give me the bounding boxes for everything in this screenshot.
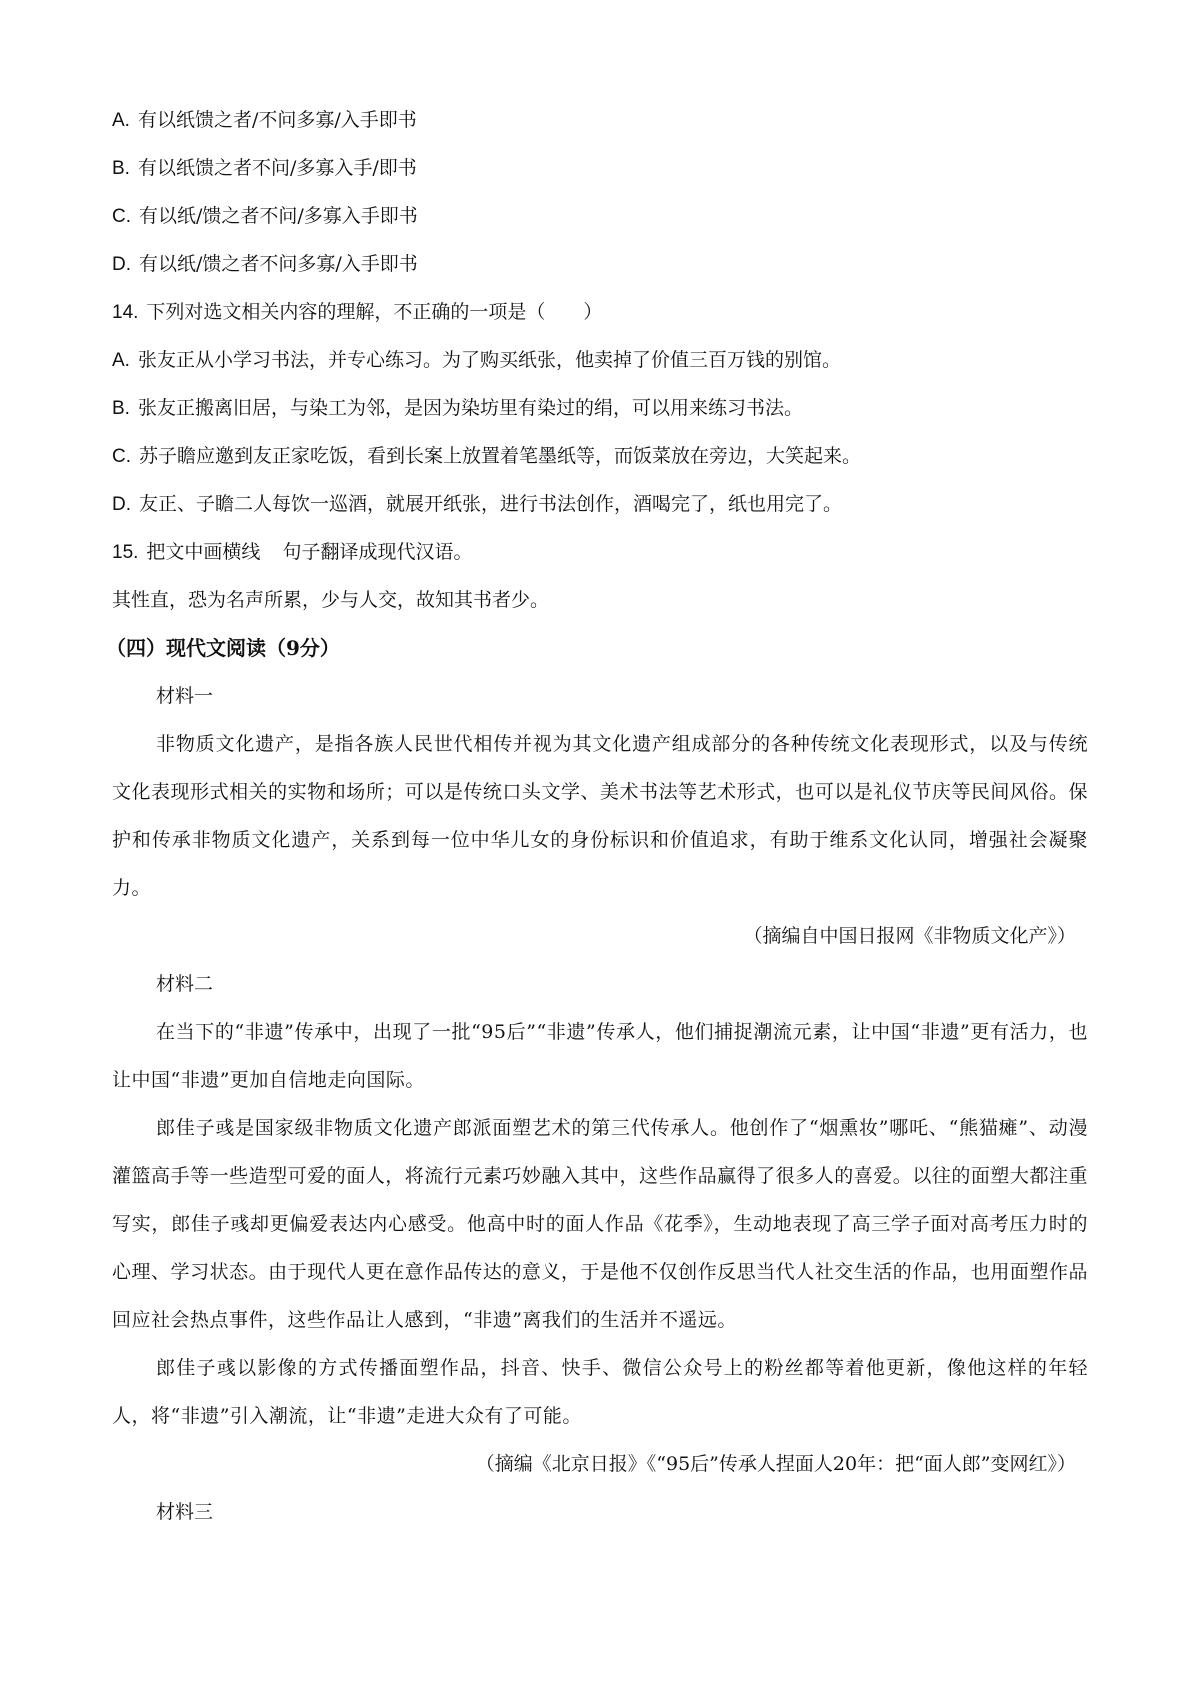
q14-option-b [112, 384, 1088, 432]
option-text: 有以纸/馈之者不问多寡/入手即书 [139, 253, 418, 275]
section-title: （四）现代文阅读（9分） [106, 636, 340, 660]
q14-option-d [112, 480, 1088, 528]
material-2-source: （摘编《北京日报》《“95后”传承人捏面人20年：把“面人郎”变网红》） [475, 1453, 1076, 1475]
option-text: 张友正从小学习书法，并专心练习。为了购买纸张，他卖掉了价值三百万钱的别馆。 [137, 349, 841, 371]
option-text: 有以纸馈之者不问/多寡入手/即书 [137, 157, 417, 179]
q14-stem [112, 288, 1088, 336]
option-text: 友正、子瞻二人每饮一巡酒，就展开纸张，进行书法创作，酒喝完了，纸也用完了。 [139, 493, 843, 515]
material-1-label: 材料一 [156, 685, 214, 707]
q14-option-c [112, 432, 1088, 480]
question-text-part1: 把文中画横线 [146, 541, 261, 563]
material-1-source: （摘编自中国日报网《非物质文化产》） [743, 925, 1076, 947]
q13-option-a [112, 96, 1088, 144]
question-number: 14. [112, 302, 139, 323]
option-label: D. [112, 494, 131, 515]
q14-option-a [112, 336, 1088, 384]
material-2-label: 材料二 [156, 973, 214, 995]
q13-option-d [112, 240, 1088, 288]
material-3-label: 材料三 [156, 1501, 214, 1523]
q13-option-c [112, 192, 1088, 240]
option-label: A. [112, 350, 130, 371]
material-2-paragraph-1: 在当下的“非遗”传承中，出现了一批“95后”“非遗”传承人，他们捕捉潮流元素，让中国“非遗”更有活力，也让中国“非遗”更加自信地走向国际。 [112, 1021, 1088, 1091]
option-text: 苏子瞻应邀到友正家吃饭，看到长案上放置着笔墨纸等，而饭菜放在旁边，大笑起来。 [139, 445, 862, 467]
material-2-paragraph-2: 郎佳子彧是国家级非物质文化遗产郎派面塑艺术的第三代传承人。他创作了“烟熏妆”哪吒、“熊猫瘫”、动漫灌篮高手等一些造型可爱的面人，将流行元素巧妙融入其中，这些作品赢得了很多人的喜爱。以往的面塑大都注重写实，郎佳子彧却更偏爱表达内心感受。他高中时的面人作品《花季》，生动地表现了高三学子面对高考压力时的心理、学习状态。由于现代人更在意作品传达的意义，于是他不仅创作反思当代人社交生活的作品，也用面塑作品回应社会热点事件，这些作品让人感到，“非遗”离我们的生活并不遥远。 [112, 1117, 1088, 1331]
material-2-paragraph-3: 郎佳子彧以影像的方式传播面塑作品，抖音、快手、微信公众号上的粉丝都等着他更新，像他这样的年轻人，将“非遗”引入潮流，让“非遗”走进大众有了可能。 [112, 1357, 1088, 1427]
option-label: A. [112, 110, 130, 131]
option-label: C. [112, 206, 131, 227]
option-text: 张友正搬离旧居，与染工为邻，是因为染坊里有染过的绢，可以用来练习书法。 [137, 397, 803, 419]
question-text-part2: 句子翻译成现代汉语。 [282, 541, 473, 563]
option-text: 有以纸/馈之者不问/多寡入手即书 [139, 205, 418, 227]
option-text: 有以纸馈之者/不问多寡/入手即书 [137, 109, 417, 131]
q15-stem [112, 528, 1088, 576]
q13-option-b [112, 144, 1088, 192]
question-number: 15. [112, 542, 139, 563]
option-label: C. [112, 446, 131, 467]
material-1-paragraph: 非物质文化遗产，是指各族人民世代相传并视为其文化遗产组成部分的各种传统文化表现形式，以及与传统文化表现形式相关的实物和场所；可以是传统口头文学、美术书法等艺术形式，也可以是礼仪节庆等民间风俗。保护和传承非物质文化遗产，关系到每一位中华儿女的身份标识和价值追求，有助于维系文化认同，增强社会凝聚力。 [112, 733, 1088, 899]
q15-sentence: 其性直，恐为名声所累，少与人交，故知其书者少。 [112, 589, 550, 611]
option-label: B. [112, 398, 130, 419]
option-label: D. [112, 254, 131, 275]
option-label: B. [112, 158, 130, 179]
question-text: 下列对选文相关内容的理解，不正确的一项是（ ） [146, 301, 603, 323]
